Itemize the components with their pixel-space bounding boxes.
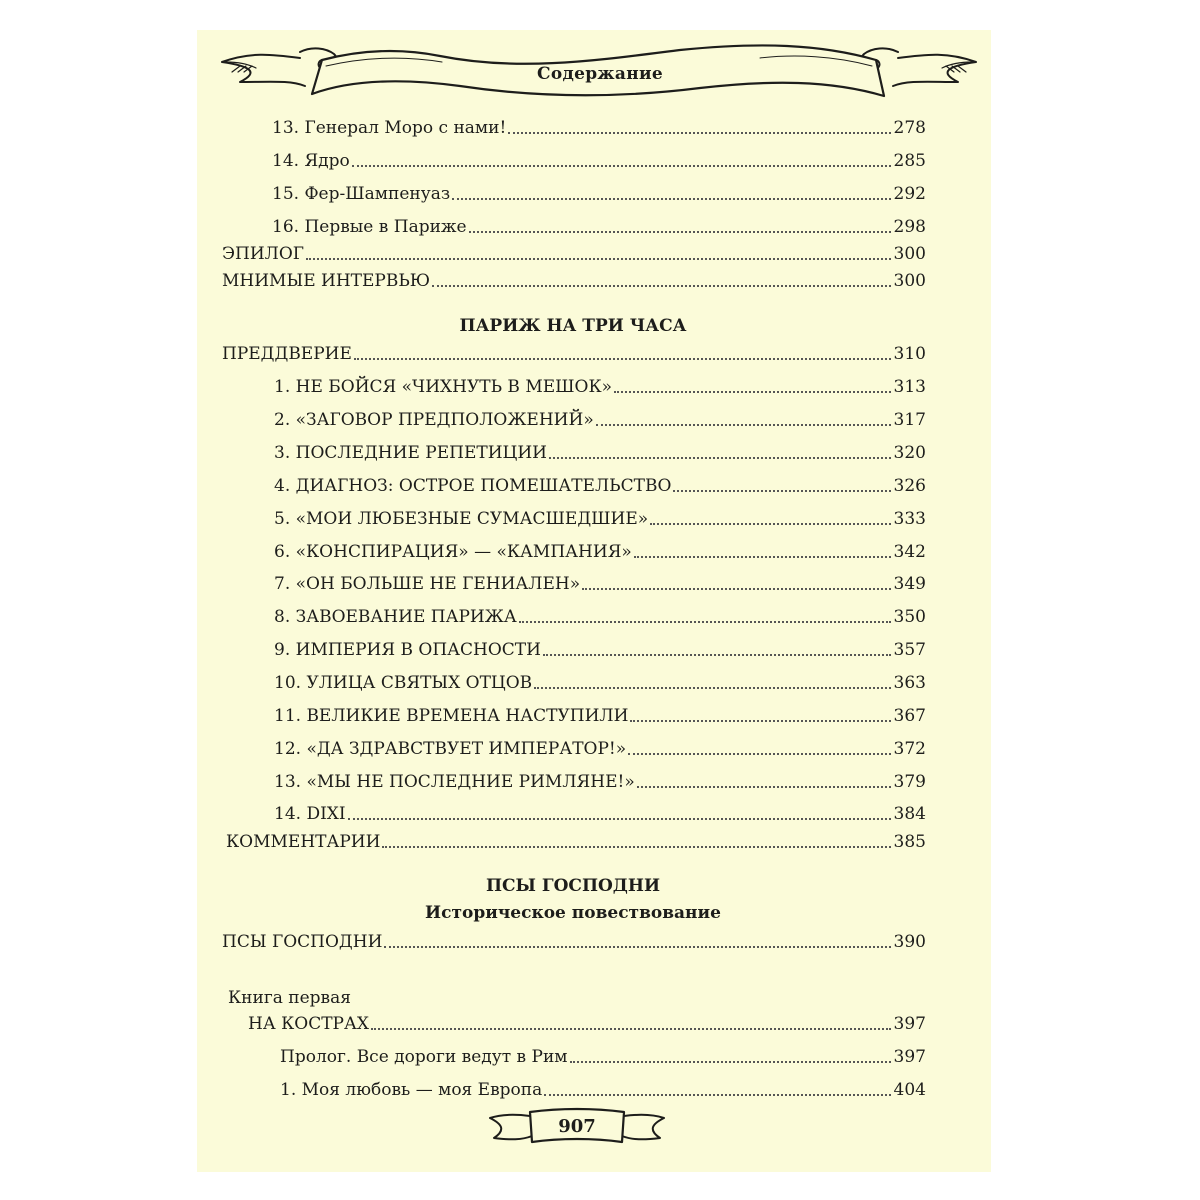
section-subheading: Историческое повествование (425, 903, 721, 923)
toc-entry-page: 292 (893, 184, 926, 204)
toc-entry-title: 4. ДИАГНОЗ: ОСТРОЕ ПОМЕШАТЕЛЬСТВО (274, 476, 672, 496)
toc-entry-page: 379 (893, 772, 926, 792)
section-heading: ПАРИЖ НА ТРИ ЧАСА (459, 316, 687, 336)
toc-entry-title: 10. УЛИЦА СВЯТЫХ ОТЦОВ (274, 673, 533, 693)
toc-entry-title: 7. «ОН БОЛЬШЕ НЕ ГЕНИАЛЕН» (274, 574, 581, 594)
toc-entry-title: 14. Ядро (272, 151, 350, 171)
toc-entry-page: 397 (893, 1047, 926, 1067)
toc-entry-page: 333 (893, 509, 926, 529)
page-title: Содержание (537, 64, 663, 84)
toc-entry-page: 350 (893, 607, 926, 627)
toc-entry-title: ПСЫ ГОСПОДНИ (222, 932, 383, 952)
toc-entry-title: 1. Моя любовь — моя Европа (280, 1080, 543, 1100)
toc-entry-page: 349 (893, 574, 926, 594)
toc-entry-page: 372 (893, 739, 926, 759)
toc-entry-title: 13. «МЫ НЕ ПОСЛЕДНИЕ РИМЛЯНЕ!» (274, 772, 635, 792)
toc-entry-title: 16. Первые в Париже (272, 217, 467, 237)
toc-entry-page: 285 (893, 151, 926, 171)
toc-entry-title: 11. ВЕЛИКИЕ ВРЕМЕНА НАСТУПИЛИ (274, 706, 629, 726)
toc-entry-title: КОММЕНТАРИИ (226, 832, 381, 852)
toc-entry-title: 14. DIXI (274, 804, 346, 824)
book-label: Книга первая (228, 988, 351, 1008)
toc-entry-title: 6. «КОНСПИРАЦИЯ» — «КАМПАНИЯ» (274, 542, 632, 562)
toc-entry-title: 5. «МОИ ЛЮБЕЗНЫЕ СУМАСШЕДШИЕ» (274, 509, 649, 529)
toc-entry-page: 367 (893, 706, 926, 726)
toc-entry-page: 326 (893, 476, 926, 496)
section-heading: ПСЫ ГОСПОДНИ (485, 876, 661, 896)
toc-entry-title: ЭПИЛОГ (222, 244, 305, 264)
toc-entry-page: 342 (893, 542, 926, 562)
toc-entry-title: 8. ЗАВОЕВАНИЕ ПАРИЖА (274, 607, 517, 627)
toc-entry-title: МНИМЫЕ ИНТЕРВЬЮ (222, 271, 431, 291)
toc-entry-page: 357 (893, 640, 926, 660)
page-number: 907 (558, 1116, 596, 1137)
toc-entry-title: 13. Генерал Моро с нами! (272, 118, 507, 138)
toc-entry-page: 317 (893, 410, 926, 430)
toc-entry-page: 298 (893, 217, 926, 237)
toc-entry-page: 278 (893, 118, 926, 138)
toc-entry-title: Пролог. Все дороги ведут в Рим (280, 1047, 568, 1067)
toc-entry-page: 404 (893, 1080, 926, 1100)
toc-entry-page: 320 (893, 443, 926, 463)
toc-entry-page: 300 (893, 271, 926, 291)
toc-entry-title: 15. Фер-Шампенуаз (272, 184, 451, 204)
toc-entry-page: 384 (893, 804, 926, 824)
toc-entry-title: 1. НЕ БОЙСЯ «ЧИХНУТЬ В МЕШОК» (274, 377, 613, 397)
toc-entry-title: 3. ПОСЛЕДНИЕ РЕПЕТИЦИИ (274, 443, 547, 463)
toc-entry-page: 363 (893, 673, 926, 693)
toc-entry-title: 9. ИМПЕРИЯ В ОПАСНОСТИ (274, 640, 541, 660)
toc-entry-page: 300 (893, 244, 926, 264)
toc-entry-page: 310 (893, 344, 926, 364)
toc-entry-title: 12. «ДА ЗДРАВСТВУЕТ ИМПЕРАТОР!» (274, 739, 627, 759)
toc-entry-page: 313 (893, 377, 926, 397)
toc-entry-page: 397 (893, 1014, 926, 1034)
toc-entry-title: 2. «ЗАГОВОР ПРЕДПОЛОЖЕНИЙ» (274, 410, 594, 430)
toc-entry-title: ПРЕДДВЕРИЕ (222, 344, 352, 364)
toc-entry-title: НА КОСТРАХ (248, 1014, 369, 1034)
toc-entry-page: 385 (893, 832, 926, 852)
toc-entry-page: 390 (893, 932, 926, 952)
